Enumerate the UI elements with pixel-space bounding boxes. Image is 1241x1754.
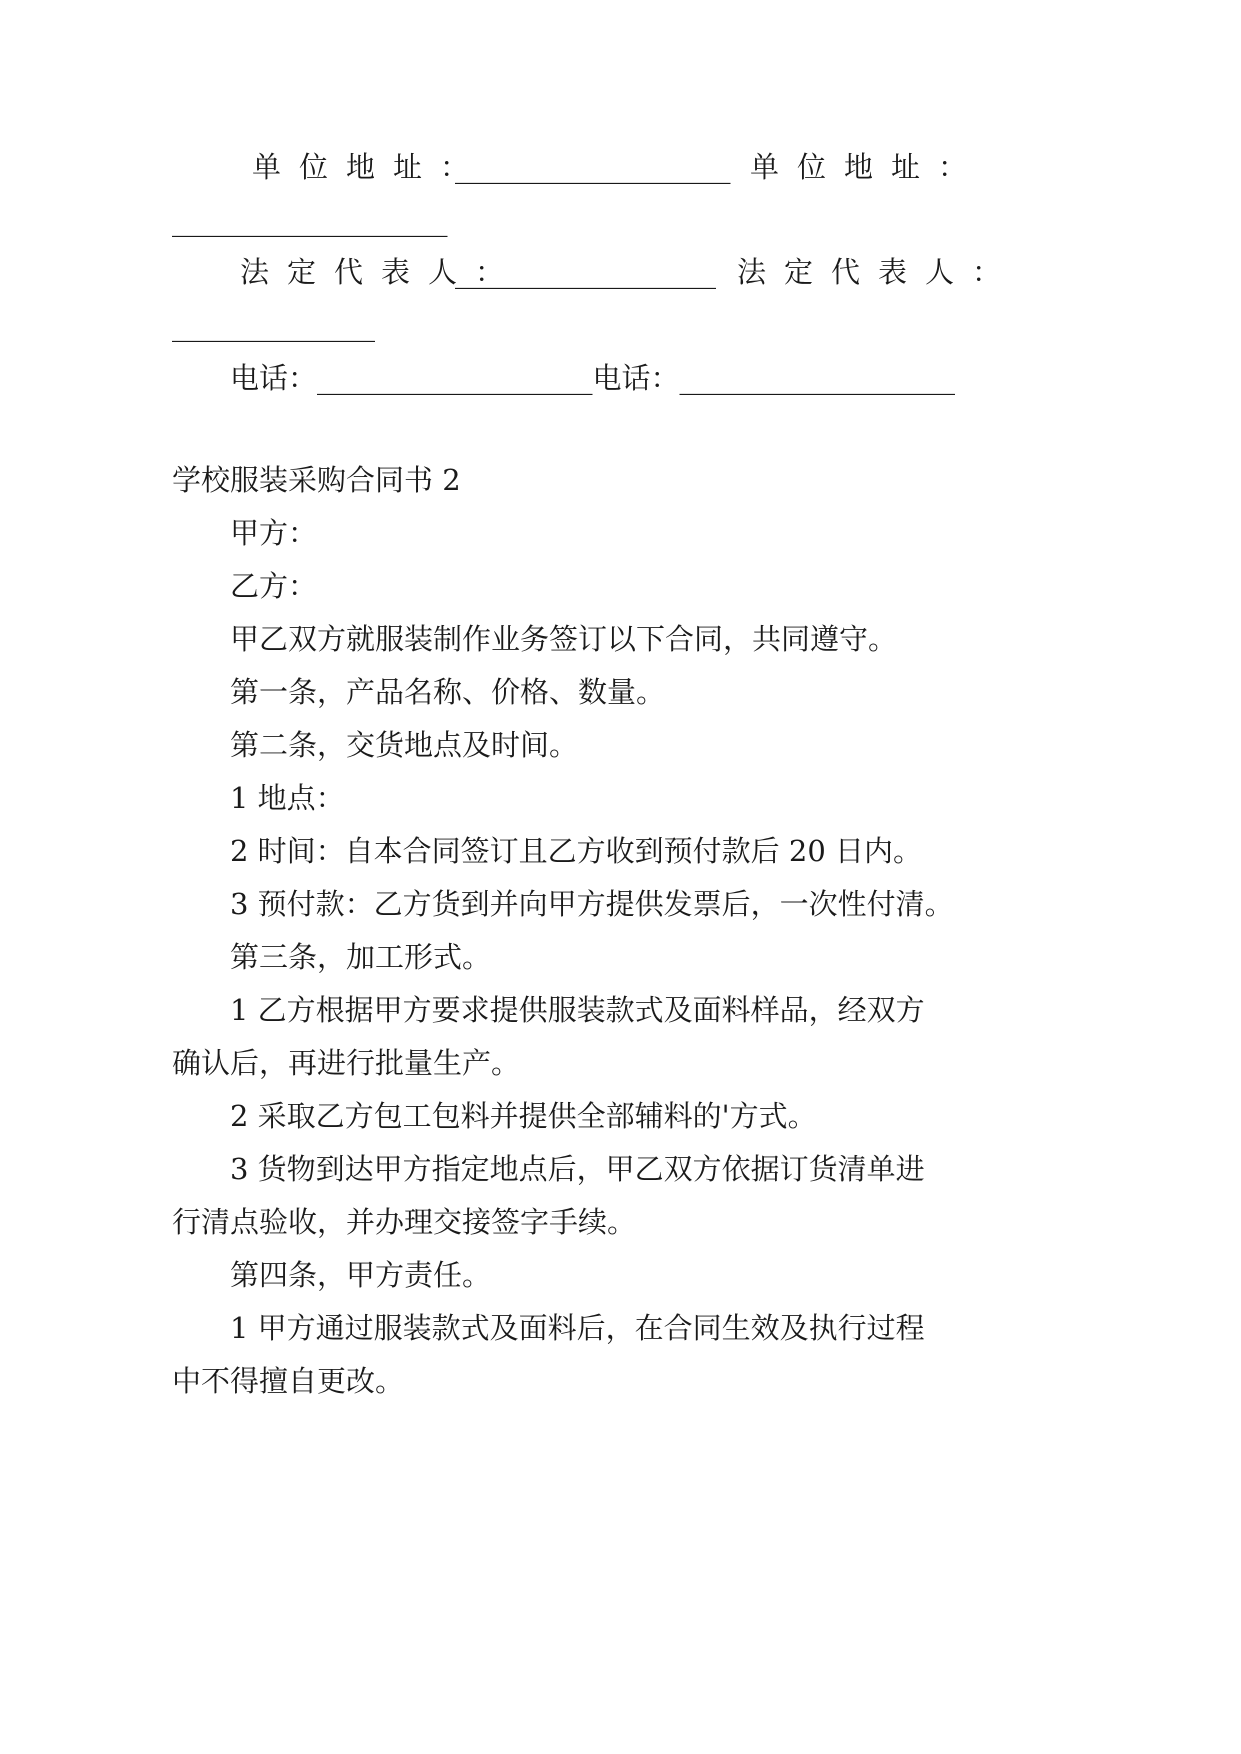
intro-paragraph: 甲乙双方就服装制作业务签订以下合同，共同遵守。	[230, 622, 898, 656]
article-2-item-3: 3 预付款：乙方货到并向甲方提供发票后，一次性付清。	[230, 887, 954, 921]
article-3-item-3-line-1: 3 货物到达甲方指定地点后，甲乙双方依据订货清单进	[230, 1152, 925, 1186]
address-blank-party-b: ___________________	[172, 203, 448, 237]
article-4-item-1-line-1: 1 甲方通过服装款式及面料后，在合同生效及执行过程	[230, 1311, 925, 1345]
article-3-item-1-line-2: 确认后，再进行批量生产。	[172, 1046, 521, 1080]
address-label-party-a: 单位地址：	[252, 150, 488, 184]
contract-title: 学校服装采购合同书 2	[172, 463, 461, 497]
legal-rep-blank-party-b: ______________	[172, 308, 375, 342]
article-4: 第四条，甲方责任。	[230, 1258, 492, 1292]
article-4-item-1-line-2: 中不得擅自更改。	[172, 1364, 405, 1398]
address-label-party-b: 单位地址：	[750, 150, 986, 184]
legal-rep-label-party-b: 法定代表人：	[737, 255, 1020, 289]
article-2: 第二条，交货地点及时间。	[230, 728, 579, 762]
article-2-item-1: 1 地点：	[230, 781, 345, 815]
article-3: 第三条，加工形式。	[230, 940, 492, 974]
party-a-line: 甲方：	[230, 516, 318, 550]
article-3-item-2: 2 采取乙方包工包料并提供全部辅料的'方式。	[230, 1099, 817, 1133]
article-3-item-1-line-1: 1 乙方根据甲方要求提供服装款式及面料样品，经双方	[230, 993, 925, 1027]
article-1: 第一条，产品名称、价格、数量。	[230, 675, 666, 709]
party-b-line: 乙方：	[230, 569, 318, 603]
article-2-item-2: 2 时间：自本合同签订且乙方收到预付款后 20 日内。	[230, 834, 923, 868]
article-3-item-3-line-2: 行清点验收，并办理交接签字手续。	[172, 1205, 637, 1239]
address-blank-party-a: ___________________	[455, 150, 731, 184]
phone-line: 电话：___________________电话：___________________	[230, 361, 956, 395]
legal-rep-label-party-a: 法定代表人：	[240, 255, 523, 289]
legal-rep-blank-party-a: __________________	[455, 255, 716, 289]
